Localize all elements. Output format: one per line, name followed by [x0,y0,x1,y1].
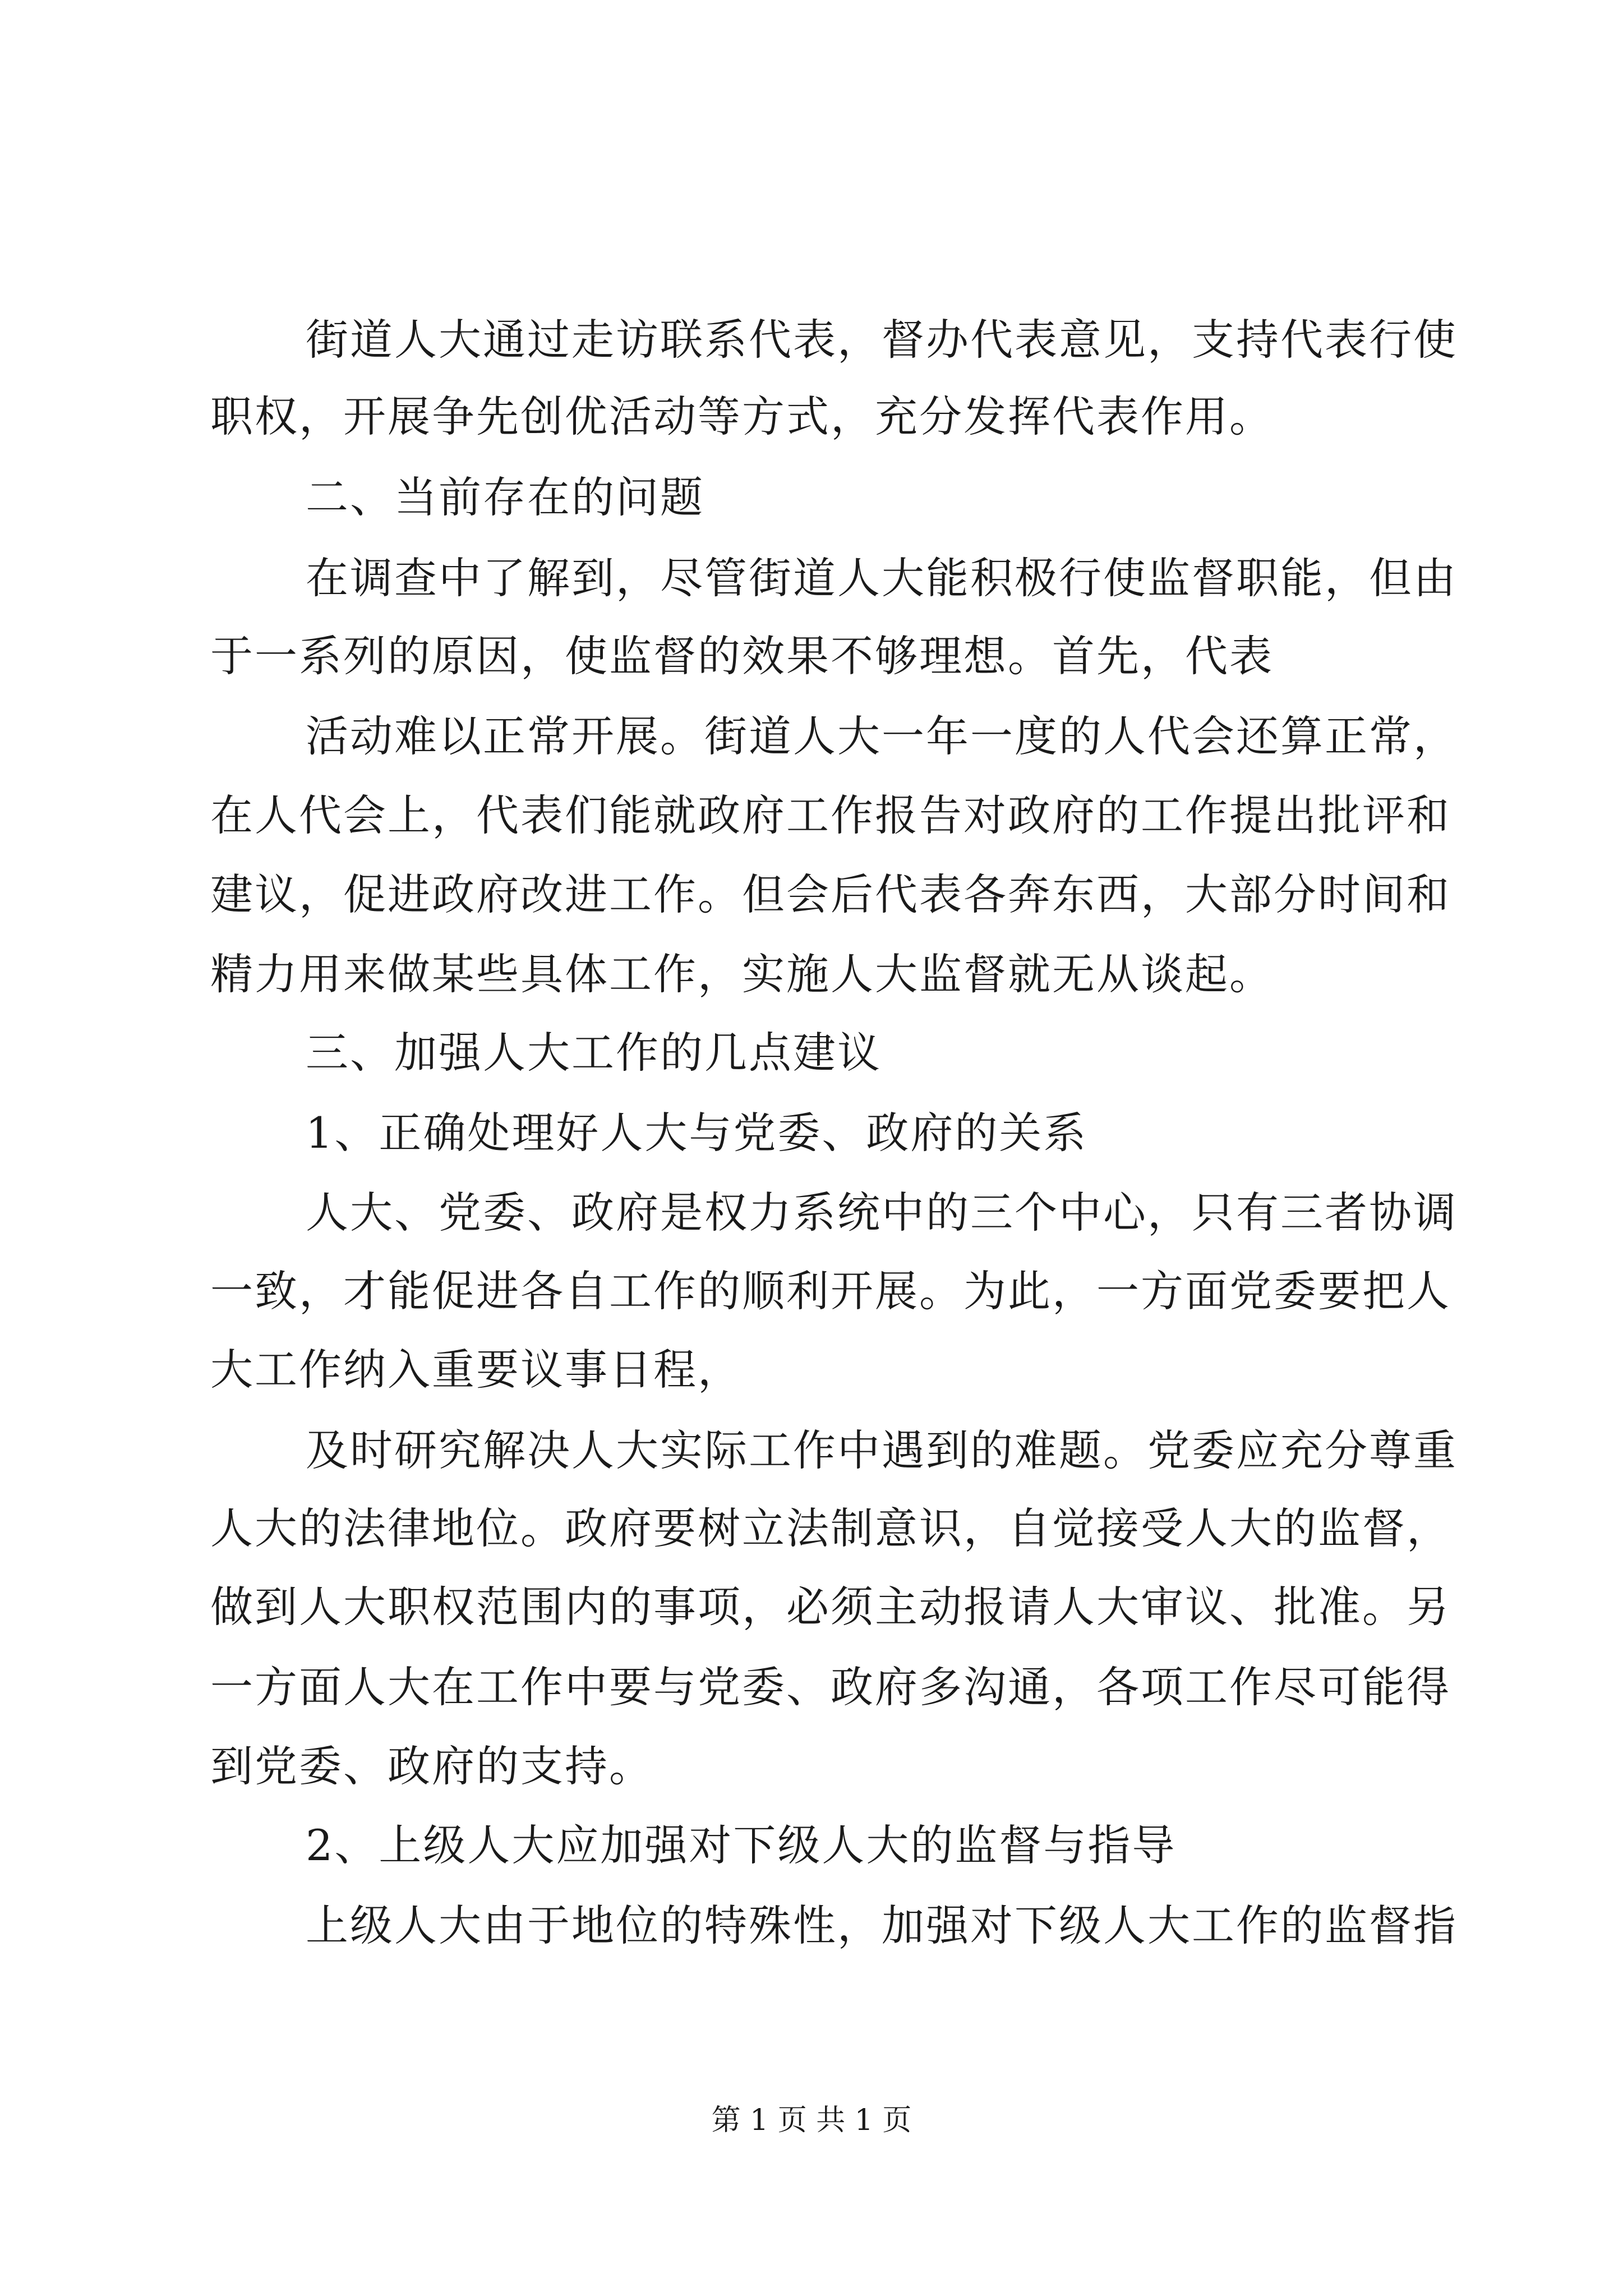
paragraph-line: 于一系列的原因，使监督的效果不够理想。首先，代表 [210,631,1274,681]
paragraph-line: 活动难以正常开展。街道人大一年一度的人代会还算正常， [306,711,1458,761]
paragraph-line: 在调查中了解到，尽管街道人大能积极行使监督职能，但由 [306,553,1458,603]
paragraph-line: 一致，才能促进各自工作的顺利开展。为此，一方面党委要把人 [210,1266,1451,1316]
paragraph-line: 在人代会上，代表们能就政府工作报告对政府的工作提出批评和 [210,790,1451,840]
paragraph-line: 做到人大职权范围内的事项，必须主动报请人大审议、批准。另 [210,1582,1451,1632]
paragraph-line: 及时研究解决人大实际工作中遇到的难题。党委应充分尊重 [306,1425,1458,1475]
page-footer: 第 1 页 共 1 页 [711,2104,912,2137]
subsection-heading: 2、上级人大应加强对下级人大的监督与指导 [306,1820,1177,1870]
paragraph-line: 到党委、政府的支持。 [210,1741,653,1791]
paragraph-line: 大工作纳入重要议事日程， [210,1345,742,1395]
paragraph-line: 职权，开展争先创优活动等方式，充分发挥代表作用。 [210,392,1274,441]
section-heading: 二、当前存在的问题 [306,472,704,522]
paragraph-line: 上级人大由于地位的特殊性，加强对下级人大工作的监督指 [306,1901,1458,1950]
section-heading: 三、加强人大工作的几点建议 [306,1028,882,1078]
paragraph-line: 建议，促进政府改进工作。但会后代表各奔东西，大部分时间和 [210,869,1451,919]
subsection-heading: 1、正确处理好人大与党委、政府的关系 [306,1108,1088,1158]
paragraph-line: 人大的法律地位。政府要树立法制意识，自觉接受人大的监督， [210,1503,1451,1553]
paragraph-line: 街道人大通过走访联系代表，督办代表意见，支持代表行使 [306,315,1458,365]
paragraph-line: 一方面人大在工作中要与党委、政府多沟通，各项工作尽可能得 [210,1662,1451,1712]
paragraph-line: 人大、党委、政府是权力系统中的三个中心，只有三者协调 [306,1188,1458,1237]
paragraph-line: 精力用来做某些具体工作，实施人大监督就无从谈起。 [210,949,1274,999]
